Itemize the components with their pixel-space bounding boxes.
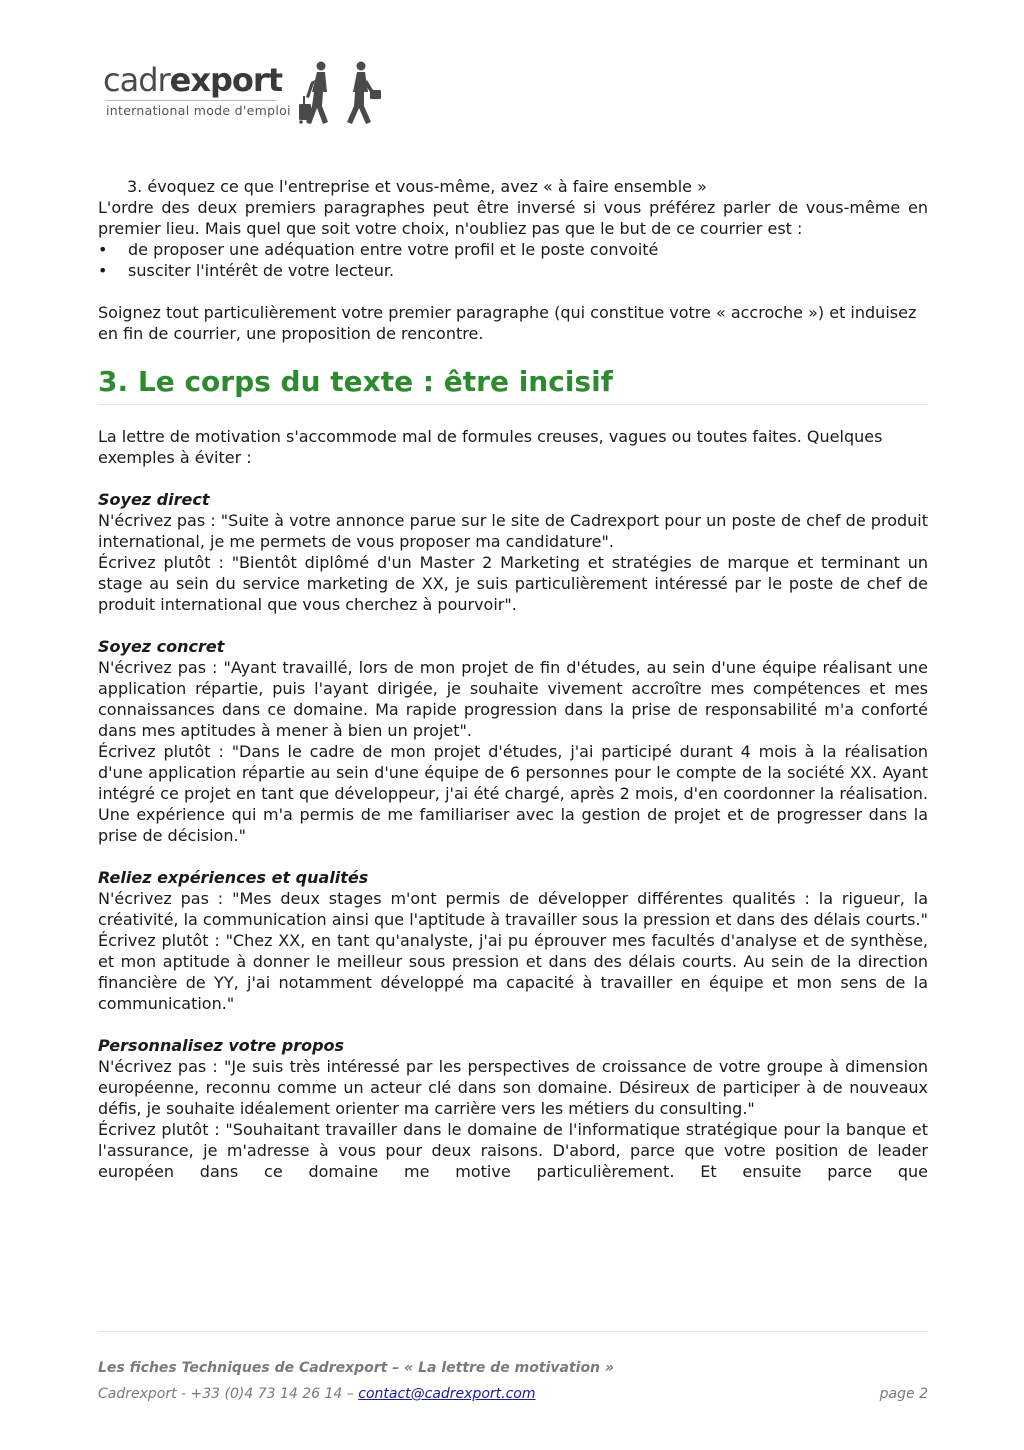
section-intro: La lettre de motivation s'accommode mal de formules creuses, vagues ou toutes faites. Quelques exemples à éviter : [98, 427, 883, 467]
document-body [98, 176, 928, 1182]
logo-divider [105, 100, 277, 101]
footer-phone: Cadrexport - +33 (0)4 73 14 26 14 – [98, 1386, 359, 1402]
bullet-item [98, 260, 928, 281]
block-dont: N'écrivez pas : "Suite à votre annonce parue sur le site de Cadrexport pour un poste de chef de produit international, je me permets de vous proposer ma candidature". [98, 511, 928, 551]
cadrexport-logo [103, 60, 393, 140]
bullet-marker: • [98, 261, 108, 280]
block-title: Reliez expériences et qualités [98, 868, 369, 887]
block-dont: N'écrivez pas : "Mes deux stages m'ont permis de développer différentes qualités : la rigueur, la créativité, la communication ainsi que l'aptitude à travailler sous la pression et dans des délais courts." [98, 889, 928, 929]
footer-title: Les fiches Techniques de Cadrexport – « La lettre de motivation » [98, 1360, 614, 1376]
footer-contact [98, 1385, 928, 1403]
block-do: Écrivez plutôt : "Bientôt diplômé d'un Master 2 Marketing et stratégies de marque et terminant un stage au sein du service marketing de XX, je suis particulièrement intéressé par le poste de chef de produit international que vous cherchez à pourvoir". [98, 553, 928, 614]
section-heading: 3. Le corps du texte : être incisif [98, 365, 613, 398]
block-title: Soyez concret [98, 637, 225, 656]
travelers-icon [281, 60, 391, 130]
numbered-item-3: 3. évoquez ce que l'entreprise et vous-même, avez « à faire ensemble » [127, 177, 707, 196]
paragraph: Soignez tout particulièrement votre premier paragraphe (qui constitue votre « accroche ») et induisez en fin de courrier, une proposition de rencontre. [98, 303, 917, 343]
contact-email-link[interactable]: contact@cadrexport.com [358, 1386, 536, 1402]
block-do: Écrivez plutôt : "Chez XX, en tant qu'analyste, j'ai pu éprouver mes facultés d'analyse et de synthèse, et mon aptitude à donner le meilleur sous pression et dans des délais courts. Au sein de la direction financière de YY, j'ai notamment développé ma capacité à travailler en équipe et mon sens de la communication." [98, 931, 928, 1013]
block-title: Soyez direct [98, 490, 210, 509]
paragraph: L'ordre des deux premiers paragraphes peut être inversé si vous préférez parler de vous-même en premier lieu. Mais quel que soit votre choix, n'oubliez pas que le but de ce courrier est : [98, 198, 928, 238]
footer-divider [98, 1331, 928, 1332]
bullet-text: susciter l'intérêt de votre lecteur. [128, 261, 395, 280]
bullet-item [98, 239, 928, 260]
block-do: Écrivez plutôt : "Dans le cadre de mon projet d'études, j'ai participé durant 4 mois à la réalisation d'une application répartie au sein d'une équipe de 6 personnes pour le compte de la société XX. Ayant intégré ce projet en tant que développeur, j'ai été chargé, après 2 mois, d'en coordonner la réalisation. Une expérience qui m'a permis de me familiariser avec la gestion de projet et de progresser dans la prise de décision." [98, 742, 928, 845]
block-dont: N'écrivez pas : "Ayant travaillé, lors de mon projet de fin d'études, au sein d'une équipe réalisant une application répartie, puis l'ayant dirigée, je souhaite vivement accroître mes compétences et mes connaissances dans ce domaine. Ma rapide progression dans la prise de responsabilité m'a conforté dans mes aptitudes à mener à bien un projet". [98, 658, 928, 740]
bullet-text: de proposer une adéquation entre votre profil et le poste convoité [128, 240, 659, 259]
page-number: page 2 [879, 1386, 928, 1402]
block-do: Écrivez plutôt : "Souhaitant travailler dans le domaine de l'informatique stratégique pour la banque et l'assurance, je m'adresse à vous pour deux raisons. D'abord, parce que votre position de leader européen dans ce domaine me motive particulièrement. Et ensuite parce que [98, 1120, 928, 1181]
logo-tagline: international mode d'emploi [106, 103, 291, 118]
logo-wordmark: cadrexport [103, 61, 282, 99]
bullet-marker: • [98, 240, 108, 259]
block-dont: N'écrivez pas : "Je suis très intéressé par les perspectives de croissance de votre groupe à dimension européenne, reconnu comme un acteur clé dans son domaine. Désireux de participer à de nouveaux défis, je souhaite idéalement orienter ma carrière vers les métiers du consulting." [98, 1057, 928, 1118]
block-title: Personnalisez votre propos [98, 1036, 345, 1055]
